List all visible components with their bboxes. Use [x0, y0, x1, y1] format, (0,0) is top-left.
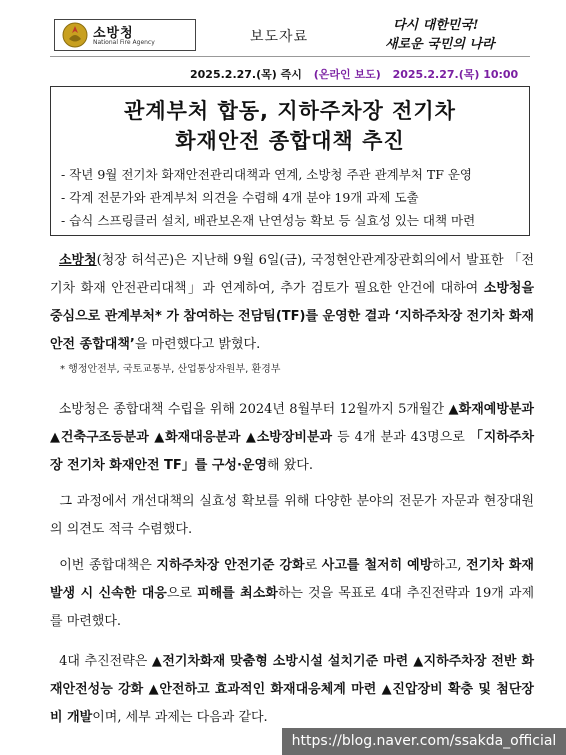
p2-bold-2: 「지하주차장 전기차 화재안전 TF」를 구성·운영: [50, 430, 535, 473]
p4-bold-1: 지하주차장 안전기준 강화: [156, 558, 305, 573]
p4-bold-3: 전기차 화재발생 시 신속한 대응: [50, 558, 534, 601]
p4-bold-4: 피해를 최소화: [197, 586, 278, 601]
summary-bullets: [61, 163, 523, 232]
p2-text-2: 등 4개 분과 43명으로: [332, 430, 470, 445]
headline-line1: 관계부처 합동, 지하주차장 전기차: [124, 99, 456, 123]
fire-agency-emblem-icon: [62, 22, 88, 48]
paragraph-5: [50, 648, 534, 732]
p5-text-1: 4대 추진전략은: [59, 654, 152, 669]
slogan-line2: 새로운 국민의 나라: [385, 37, 495, 52]
headline-box: [50, 86, 530, 236]
agency-name: 소방청: [93, 26, 134, 41]
p5-bold-1: ▲전기차화재 맞춤형 소방시설 설치기준 마련 ▲지하주차장 전반 화재안전성능 강화 ▲안전하고 효과적인 화재대응체계 마련 ▲진압장비 확충 및 첨단장비 개발: [50, 654, 535, 725]
p4-text-5: 하는 것을 목표로 4대 추진전략과 19개 과제를 마련했다.: [50, 586, 535, 629]
summary-bullet: - 습식 스프링클러 설치, 배관보온재 난연성능 확보 등 실효성 있는 대책 마련: [61, 213, 476, 228]
header: [50, 16, 530, 52]
headline-line2: 화재안전 종합대책 추진: [175, 129, 405, 153]
p4-text-2: 로: [304, 558, 322, 573]
p4-text-1: 이번 종합대책은: [59, 558, 157, 573]
p3-text-1: 그 과정에서 개선대책의 실효성 확보를 위해 다양한 분야의 전문가 자문과 현장대원의 의견도 적극 수렴했다.: [50, 494, 535, 537]
agency-mention: 소방청: [58, 253, 97, 268]
paragraph-3: [50, 488, 534, 544]
p2-text-3: 해 왔다.: [267, 458, 313, 473]
footnote: * 행정안전부, 국토교통부, 산업통상자원부, 환경부: [60, 364, 281, 375]
agency-name-en: National Fire Agency: [93, 39, 155, 46]
paragraph-4: [50, 552, 534, 636]
paragraph-2: [50, 396, 534, 480]
p4-text-4: 으로: [166, 586, 198, 601]
p5-text-2: 이며, 세부 과제는 다음과 같다.: [92, 710, 268, 725]
p1-bold-1: 소방청을 중심으로 관계부처* 가 참여하는 전담팀(TF)를 운영한 결과 ‘지하주차장 전기차 화재안전 종합대책’: [50, 281, 534, 352]
p4-text-3: 하고,: [432, 558, 467, 573]
slogan-line1: 다시 대한민국!: [393, 18, 479, 33]
release-label: 보도자료: [250, 29, 309, 45]
release-date: 2025.2.27.(목) 즉시: [190, 68, 302, 81]
blog-watermark: https://blog.naver.com/ssakda_official: [282, 728, 566, 755]
summary-bullet: - 각계 전문가와 관계부처 의견을 수렴해 4개 분야 19개 과제 도출: [61, 190, 419, 205]
summary-bullet: - 작년 9월 전기차 화재안전관리대책과 연계, 소방청 주관 관계부처 TF 운영: [61, 167, 472, 182]
agency-logo: [54, 19, 196, 51]
p2-text-1: 소방청은 종합대책 수립을 위해 2024년 8월부터 12월까지 5개월간: [58, 402, 449, 417]
slogan-calligraphy: [373, 14, 531, 54]
embargo-time: 2025.2.27.(목) 10:00: [392, 68, 519, 81]
p2-bold-1: ▲화재예방분과 ▲건축구조등분과 ▲화재대응분과 ▲소방장비분과: [50, 402, 534, 445]
p4-bold-2: 사고를 철저히 예방: [321, 558, 433, 573]
online-label: (온라인 보도): [313, 68, 381, 81]
date-line: [190, 66, 518, 82]
p1-text-2: 을 마련했다고 밝혔다.: [134, 337, 261, 352]
p1-text-1: (청장 허석곤)은 지난해 9월 6일(금), 국정현안관계장관회의에서 발표한 「전기차 화재 안전관리대책」과 연계하여, 추가 검토가 필요한 안건에 대하여: [50, 253, 535, 296]
paragraph-1: [50, 247, 534, 359]
header-divider: [50, 56, 530, 57]
